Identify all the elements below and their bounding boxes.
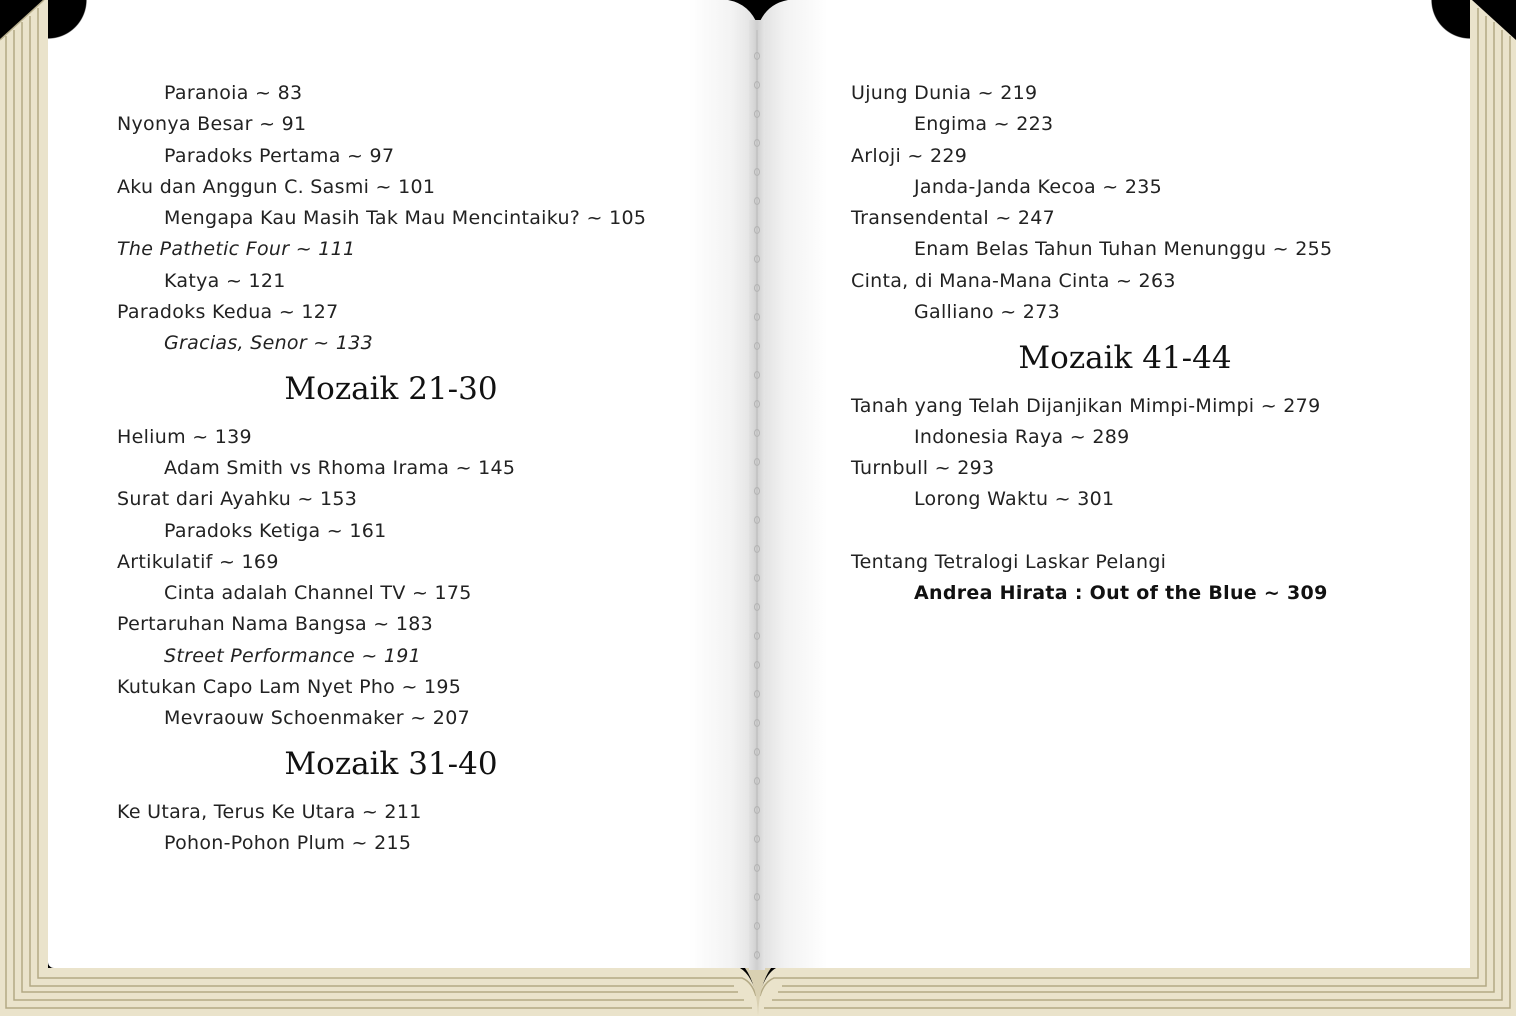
toc-entry: Helium ~ 139 xyxy=(117,425,252,448)
spine-binding xyxy=(749,0,765,1000)
toc-subentry: Adam Smith vs Rhoma Irama ~ 145 xyxy=(164,457,516,479)
toc-subentry: Enam Belas Tahun Tuhan Menunggu ~ 255 xyxy=(914,238,1333,261)
toc-entry: Nyonya Besar ~ 91 xyxy=(117,113,307,136)
spacer xyxy=(851,516,1399,547)
toc-entry: Cinta, di Mana-Mana Cinta ~ 263 xyxy=(851,269,1176,292)
toc-entry: Surat dari Ayahku ~ 153 xyxy=(117,488,358,511)
toc-entry: Tanah yang Telah Dijanjikan Mimpi-Mimpi ~ 279 xyxy=(851,394,1321,417)
toc-entry: Turnbull ~ 293 xyxy=(851,457,995,479)
section-heading: Mozaik 21-30 xyxy=(284,371,498,408)
toc-entry: Pertaruhan Nama Bangsa ~ 183 xyxy=(117,613,434,636)
toc-subentry: Mengapa Kau Masih Tak Mau Mencintaiku? ~ 105 xyxy=(164,207,647,229)
toc-subentry: Street Performance ~ 191 xyxy=(164,644,422,667)
toc-subentry: Paradoks Pertama ~ 97 xyxy=(164,144,395,167)
toc-subentry: Lorong Waktu ~ 301 xyxy=(914,488,1115,511)
toc-entry: Kutukan Capo Lam Nyet Pho ~ 195 xyxy=(117,675,462,698)
toc-subentry: Indonesia Raya ~ 289 xyxy=(914,425,1130,448)
toc-subentry: Paranoia ~ 83 xyxy=(164,82,303,104)
toc-entry: Ke Utara, Terus Ke Utara ~ 211 xyxy=(117,800,422,823)
toc-subentry: Pohon-Pohon Plum ~ 215 xyxy=(164,832,412,854)
toc-entry: Artikulatif ~ 169 xyxy=(117,550,279,573)
toc-subentry: Engima ~ 223 xyxy=(914,113,1054,136)
toc-subentry: Cinta adalah Channel TV ~ 175 xyxy=(164,582,472,604)
toc-subentry: Mevraouw Schoenmaker ~ 207 xyxy=(164,707,470,729)
toc-entry: The Pathetic Four ~ 111 xyxy=(117,238,356,261)
section-heading: Mozaik 31-40 xyxy=(284,746,498,783)
toc-subentry: Gracias, Senor ~ 133 xyxy=(164,332,374,354)
toc-entry: Aku dan Anggun C. Sasmi ~ 101 xyxy=(117,175,436,198)
toc-subentry: Galliano ~ 273 xyxy=(914,300,1060,323)
toc-subentry: Andrea Hirata : Out of the Blue ~ 309 xyxy=(914,582,1328,604)
section-heading: Mozaik 41-44 xyxy=(1018,340,1232,376)
toc-entry: Transendental ~ 247 xyxy=(851,207,1056,229)
toc-right-column xyxy=(851,78,1399,609)
toc-left-column xyxy=(117,78,665,859)
toc-subentry: Janda-Janda Kecoa ~ 235 xyxy=(914,175,1163,198)
toc-entry: Paradoks Kedua ~ 127 xyxy=(117,300,339,323)
toc-entry: Tentang Tetralogi Laskar Pelangi xyxy=(851,550,1167,573)
toc-subentry: Katya ~ 121 xyxy=(164,269,286,292)
toc-subentry: Paradoks Ketiga ~ 161 xyxy=(164,519,387,542)
toc-entry: Arloji ~ 229 xyxy=(851,144,968,167)
toc-entry: Ujung Dunia ~ 219 xyxy=(851,82,1038,104)
